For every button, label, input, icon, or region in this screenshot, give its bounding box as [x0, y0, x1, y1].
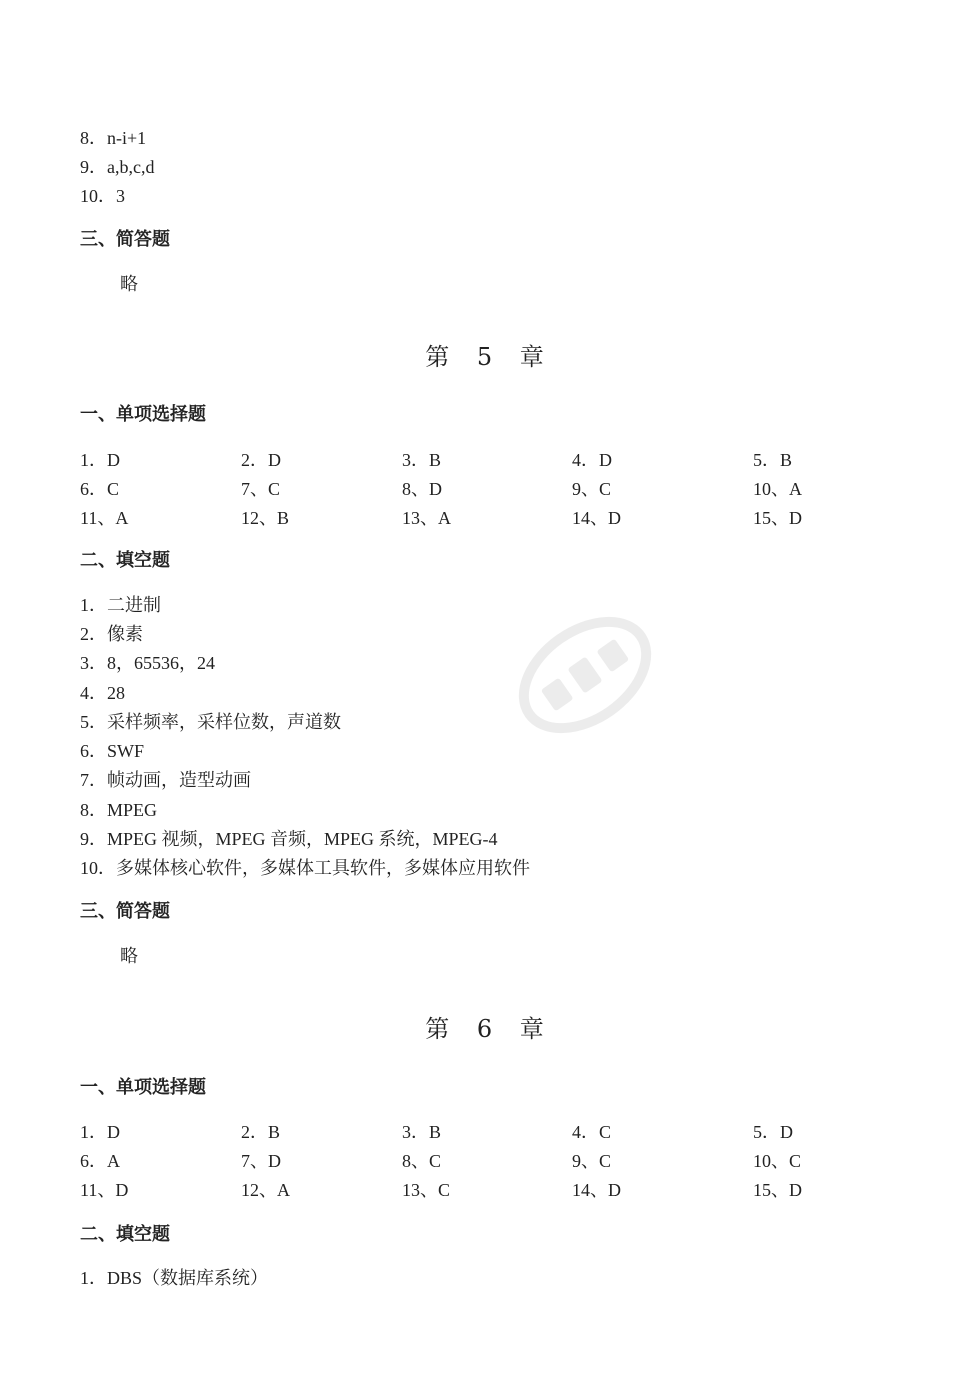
answer-row	[80, 1121, 960, 1150]
answer-cell: 14、D	[572, 508, 621, 529]
answer-cell: 15、D	[753, 1180, 802, 1201]
fill-item: 5．采样频率，采样位数，声道数	[80, 712, 341, 732]
section-heading-fill-in: 二、填空题	[80, 550, 170, 571]
answer-cell: 12、A	[241, 1180, 290, 1201]
fill-item: 9．MPEG 视频，MPEG 音频，MPEG 系统，MPEG-4	[80, 829, 498, 849]
fill-item: 9．a,b,c,d	[80, 157, 155, 177]
answer-cell: 13、C	[402, 1180, 451, 1201]
answer-cell: 1．D	[80, 450, 120, 470]
answer-grid	[80, 1121, 960, 1209]
fill-item: 10．3	[80, 186, 125, 206]
fill-item: 8．n-i+1	[80, 128, 147, 148]
answer-cell: 11、A	[80, 508, 129, 529]
fill-item: 4．28	[80, 683, 125, 703]
fill-item: 10．多媒体核心软件，多媒体工具软件，多媒体应用软件	[80, 858, 530, 878]
answer-cell: 7、D	[241, 1151, 281, 1172]
section-heading-multiple-choice: 一、单项选择题	[80, 1077, 206, 1098]
answer-row	[80, 478, 960, 507]
answer-cell: 6．C	[80, 479, 120, 500]
answer-cell: 13、A	[402, 508, 451, 529]
answer-cell: 4．C	[572, 1122, 612, 1142]
answer-grid	[80, 449, 960, 537]
answer-cell: 9、C	[572, 1151, 612, 1172]
chapter-title: 第 5 章	[425, 343, 554, 371]
answer-cell: 9、C	[572, 479, 612, 500]
fill-item: 3．8，65536，24	[80, 653, 215, 673]
answer-cell: 5．D	[753, 1122, 793, 1142]
answer-cell: 1．D	[80, 1122, 120, 1142]
fill-item: 6．SWF	[80, 741, 145, 761]
answer-cell: 14、D	[572, 1180, 621, 1201]
answer-cell: 10、A	[753, 479, 802, 500]
answer-row	[80, 449, 960, 478]
answer-cell: 15、D	[753, 508, 802, 529]
answer-cell: 7、C	[241, 479, 281, 500]
section-heading-multiple-choice: 一、单项选择题	[80, 404, 206, 425]
short-answer-body: 略	[120, 274, 138, 294]
fill-item: 1．二进制	[80, 595, 161, 615]
fill-item: 8．MPEG	[80, 800, 158, 820]
answer-cell: 2．D	[241, 450, 281, 470]
fill-item: 2．像素	[80, 624, 143, 644]
fill-item: 7．帧动画，造型动画	[80, 770, 251, 790]
answer-cell: 4．D	[572, 450, 612, 470]
answer-row	[80, 1150, 960, 1179]
answer-cell: 11、D	[80, 1180, 129, 1201]
answer-cell: 3．B	[402, 450, 442, 470]
answer-cell: 3．B	[402, 1122, 442, 1142]
fill-item: 1．DBS（数据库系统）	[80, 1268, 269, 1288]
section-heading-short-answer: 三、简答题	[80, 229, 170, 250]
chapter-title: 第 6 章	[425, 1015, 554, 1043]
section-heading-short-answer: 三、简答题	[80, 901, 170, 922]
answer-cell: 2．B	[241, 1122, 281, 1142]
section-heading-fill-in: 二、填空题	[80, 1224, 170, 1245]
answer-cell: 10、C	[753, 1151, 802, 1172]
watermark-stamp-icon	[510, 600, 660, 750]
answer-row	[80, 507, 960, 536]
answer-cell: 5．B	[753, 450, 793, 470]
answer-cell: 6．A	[80, 1151, 120, 1172]
answer-cell: 8、C	[402, 1151, 442, 1172]
short-answer-body: 略	[120, 946, 138, 966]
answer-cell: 12、B	[241, 508, 290, 529]
answer-cell: 8、D	[402, 479, 442, 500]
answer-row	[80, 1179, 960, 1208]
